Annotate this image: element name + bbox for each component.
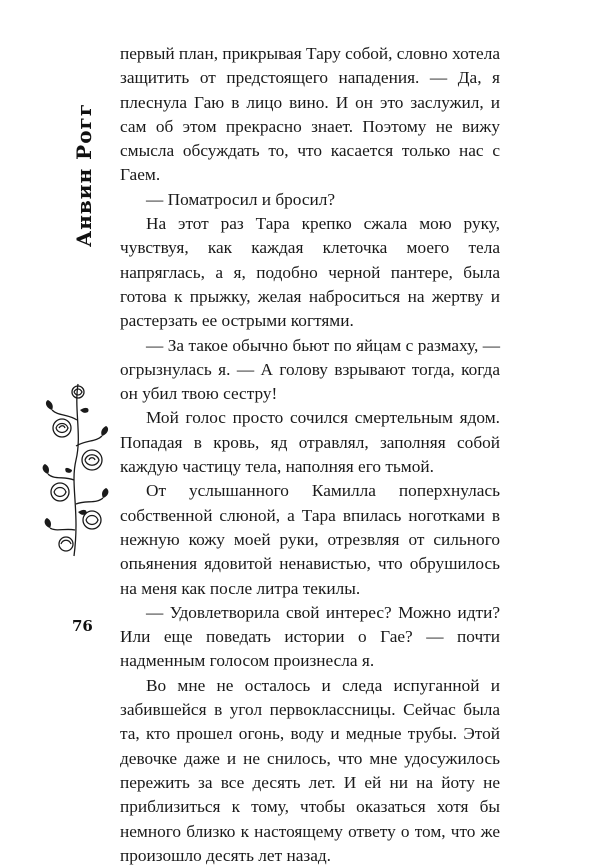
paragraph: — Поматросил и бросил? (146, 189, 336, 209)
paragraph: Мой голос просто сочился смертельным ядом. Попадая в кровь, яд отравлял, заполняя собой каждую частицу тела, наполняя его тьмой. (120, 408, 500, 477)
running-head-author (64, 90, 104, 260)
body-text (120, 42, 500, 868)
page-number: 76 (72, 617, 93, 635)
author-name: Анвин Рогг (72, 102, 96, 248)
paragraph: — За такое обычно бьют по яйцам с размаху, — огрызнулась я. — А голову взрывают тогда, когда он убил твою сестру! (120, 335, 500, 404)
paragraph: первый план, прикрывая Тару собой, словно хотела защитить от предстоящего нападения. — Да, я плеснула Гаю в лицо вино. И он это заслужил, и сам об этом прекрасно знает. Поэтому не вижу смысла обсуждать то, что касается только нас с Гаем. (120, 44, 501, 185)
floral-ornament-icon (40, 380, 112, 560)
paragraph: Во мне не осталось и следа испуганной и забившейся в угол первоклассницы. Сейчас была та, кто прошел огонь, воду и медные трубы. Этой девочке даже и не снилось, что мне удосужилось пережить за все десять лет. И ей ни на йоту не приблизиться к тому, чтобы оказаться хотя бы немного близко к настоящему ответу о том, что же произошло десять лет назад. (120, 675, 500, 865)
paragraph: От услышанного Камилла поперхнулась собственной слюной, а Тара впилась ноготками в нежную кожу моей руки, отрезвляя от сильного опьянения ядовитой ненавистью, что обрушилось на меня как после литра текилы. (120, 481, 500, 598)
paragraph: На этот раз Тара крепко сжала мою руку, чувствуя, как каждая клеточка моего тела напряглась, а я, подобно черной пантере, была готова к прыжку, желая наброситься на жертву и растерзать ее острыми когтями. (120, 214, 500, 331)
paragraph: — Удовлетворила свой интерес? Можно идти? Или еще поведать истории о Гае? — почти надменным голосом произнесла я. (120, 602, 500, 671)
